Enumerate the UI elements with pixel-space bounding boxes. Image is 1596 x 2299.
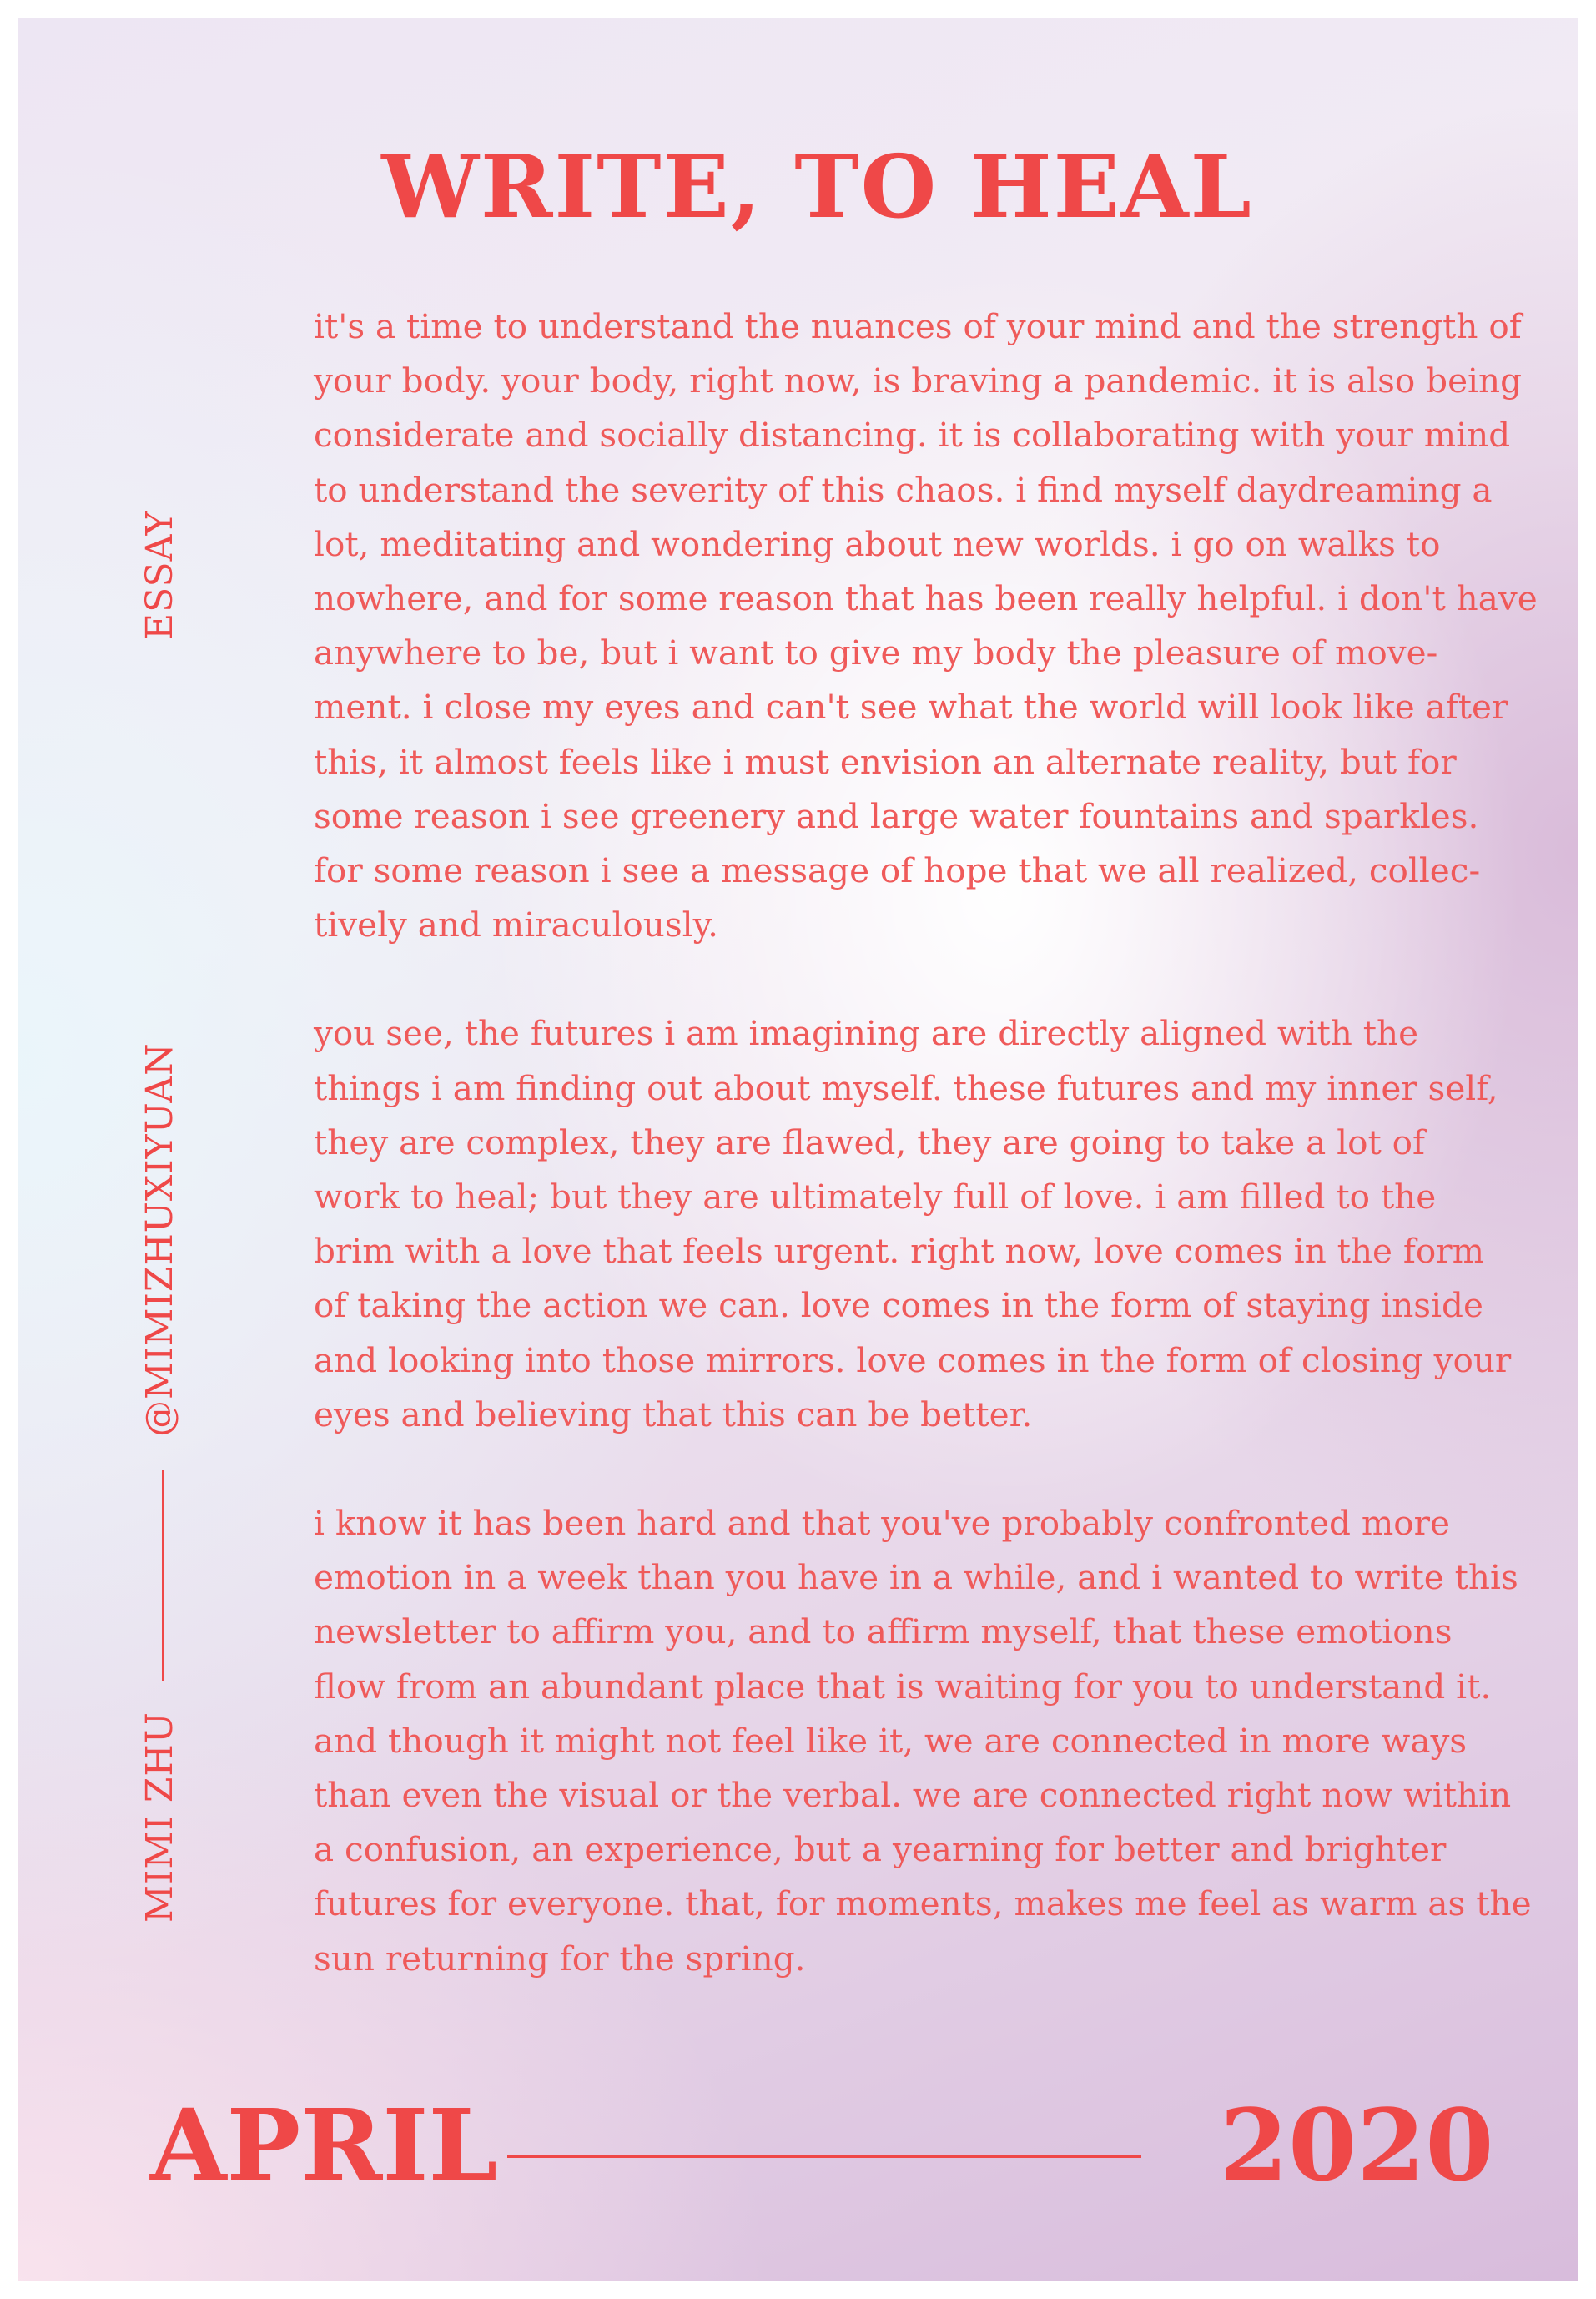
essay-line: to understand the severity of this chaos. i find myself daydreaming a [314, 469, 1493, 510]
category-label: ESSAY [138, 510, 181, 640]
newsletter-page [18, 18, 1578, 2281]
essay-line: of taking the action we can. love comes in the form of staying inside [314, 1285, 1483, 1326]
essay-line: your body. your body, right now, is braving a pandemic. it is also being [314, 360, 1522, 401]
essay-line: you see, the futures i am imagining are directly aligned with the [314, 1013, 1419, 1054]
essay-line: tively and miraculously. [314, 905, 718, 945]
essay-line: than even the visual or the verbal. we are connected right now within [314, 1775, 1512, 1816]
essay-line: brim with a love that feels urgent. right now, love comes in the form [314, 1231, 1485, 1272]
essay-paragraph [314, 1006, 1523, 1442]
essay-line: it's a time to understand the nuances of your mind and the strength of [314, 306, 1522, 346]
footer-divider [507, 2155, 1141, 2158]
essay-line: eyes and believing that this can be better. [314, 1394, 1033, 1434]
sidebar-divider [162, 1470, 164, 1681]
footer-year: 2020 [1220, 2087, 1494, 2203]
essay-line: they are complex, they are flawed, they are going to take a lot of [314, 1122, 1426, 1162]
essay-line: for some reason i see a message of hope that we all realized, collec- [314, 850, 1481, 891]
essay-paragraph [314, 300, 1538, 952]
essay-line: i know it has been hard and that you've probably confronted more [314, 1503, 1450, 1544]
essay-line: this, it almost feels like i must envision an alternate reality, but for [314, 741, 1457, 782]
essay-line: work to heal; but they are ultimately full of love. i am filled to the [314, 1177, 1437, 1218]
essay-line: sun returning for the spring. [314, 1938, 806, 1979]
author-name: MIMI ZHU [138, 1712, 181, 1923]
essay-line: some reason i see greenery and large water fountains and sparkles. [314, 795, 1479, 836]
essay-line: and looking into those mirrors. love comes in the form of closing your [314, 1339, 1512, 1380]
essay-line: nowhere, and for some reason that has been really helpful. i don't have [314, 578, 1538, 619]
essay-paragraph [314, 1496, 1532, 1986]
essay-line: futures for everyone. that, for moments, makes me feel as warm as the [314, 1883, 1532, 1924]
footer-month: APRIL [150, 2087, 498, 2203]
author-handle: @MIMIZHUXIYUAN [138, 1042, 181, 1437]
essay-line: a confusion, an experience, but a yearning for better and brighter [314, 1829, 1447, 1870]
essay-line: anywhere to be, but i want to give my body the pleasure of move- [314, 633, 1438, 673]
essay-body [314, 300, 1538, 2040]
essay-line: flow from an abundant place that is waiting for you to understand it. [314, 1666, 1492, 1707]
essay-line: lot, meditating and wondering about new worlds. i go on walks to [314, 523, 1441, 564]
essay-line: emotion in a week than you have in a while, and i wanted to write this [314, 1557, 1518, 1598]
essay-line: things i am finding out about myself. these futures and my inner self, [314, 1067, 1498, 1108]
essay-line: and though it might not feel like it, we are connected in more ways [314, 1720, 1468, 1761]
essay-line: newsletter to affirm you, and to affirm myself, that these emotions [314, 1611, 1453, 1652]
page-title: WRITE, TO HEAL [381, 135, 1253, 238]
essay-line: considerate and socially distancing. it is collaborating with your mind [314, 415, 1511, 456]
essay-line: ment. i close my eyes and can't see what the world will look like after [314, 687, 1508, 728]
